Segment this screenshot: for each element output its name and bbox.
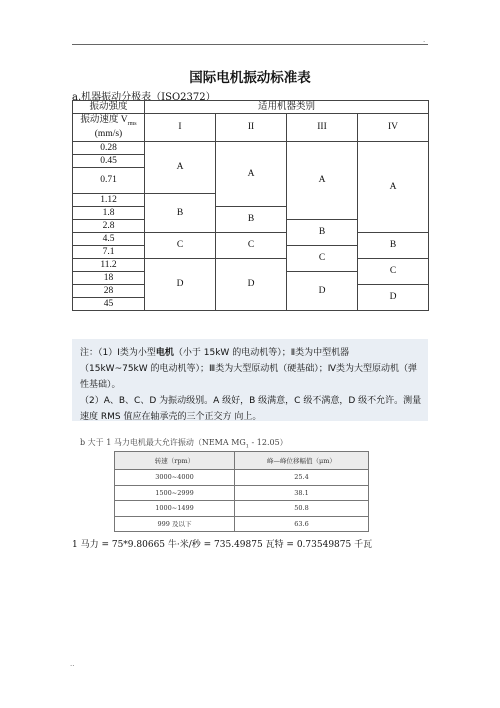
header-rule (72, 44, 428, 45)
page-title: 国际电机振动标准表 (189, 70, 311, 86)
notes-box (72, 339, 428, 421)
note-line-1 (72, 339, 428, 361)
grade-cell: D (216, 259, 287, 311)
caption-text: b 大于 1 马力电机最大允许振动（NEMA MG (80, 438, 246, 447)
velocity-value: 11.2 (73, 259, 145, 272)
caption-tail: - 12.05） (248, 438, 288, 447)
note-text: 注：（1）Ⅰ类为小型 (80, 348, 156, 358)
speed-cell: 3000~4000 (115, 470, 235, 486)
note-line-2: （15kW~75kW 的电动机等）；Ⅲ类为大型原动机（硬基础）；Ⅳ类为大型原动机（弹 (80, 364, 418, 374)
velocity-value: 18 (73, 272, 145, 285)
velocity-value: 7.1 (73, 246, 145, 259)
note-text: （小于 15kW 的电动机等）；Ⅱ类为中型机器 (173, 348, 350, 358)
grade-cell: A (216, 142, 287, 207)
grade-cell: A (358, 142, 429, 233)
velocity-value: 45 (73, 298, 145, 311)
col-speed: 转速（rpm） (115, 452, 235, 470)
header-machine-class: 适用机器类别 (145, 101, 429, 114)
header-intensity: 振动强度 (73, 101, 145, 114)
grade-cell: C (145, 233, 216, 259)
note-line-4: （2）A、B、C、D 为振动级别。A 级好，B 级满意，C 级不满意，D 级不允许。测量 (80, 396, 422, 406)
class-iv: IV (358, 114, 429, 142)
class-ii: II (216, 114, 287, 142)
disp-cell: 25.4 (235, 470, 369, 486)
velocity-value: 1.8 (73, 207, 145, 220)
disp-cell: 63.6 (235, 516, 369, 532)
speed-cell: 1500~2999 (115, 485, 235, 501)
table-row (115, 485, 369, 501)
header-velocity-unit: (mm/s) (94, 129, 123, 140)
velocity-value: 2.8 (73, 220, 145, 233)
grade-cell: B (358, 233, 429, 259)
section-b-caption (80, 437, 288, 450)
velocity-value: 0.28 (73, 142, 145, 155)
velocity-value: 4.5 (73, 233, 145, 246)
table-row (115, 470, 369, 486)
velocity-value: 0.71 (73, 168, 145, 194)
velocity-value: 28 (73, 285, 145, 298)
header-velocity-main: 振动速度 V (80, 114, 128, 125)
page-mark-bottom: .. (70, 660, 75, 668)
table-row (115, 516, 369, 532)
grade-cell: D (287, 272, 358, 311)
col-displacement: 峰—峰位移幅值（μm） (235, 452, 369, 470)
grade-cell: A (287, 142, 358, 220)
grade-cell: D (358, 285, 429, 311)
grade-cell: C (287, 246, 358, 272)
horsepower-conversion: 1 马力 = 75*9.80665 牛·米/秒 = 735.49875 瓦特 = 0.73549875 千瓦 (72, 540, 373, 550)
class-i: I (145, 114, 216, 142)
grade-cell: B (287, 220, 358, 246)
grade-cell: B (145, 194, 216, 233)
header-velocity-sub: rms (127, 120, 137, 127)
disp-cell: 38.1 (235, 485, 369, 501)
header-velocity (73, 114, 145, 142)
table-row (115, 501, 369, 517)
grade-cell: C (216, 233, 287, 259)
speed-cell: 999 及以下 (115, 516, 235, 532)
page-mark-top: . (423, 36, 426, 44)
velocity-value: 0.45 (73, 155, 145, 168)
speed-cell: 1000~1499 (115, 501, 235, 517)
caption-sub: 1 (245, 443, 249, 450)
section-a-caption: a.机器振动分极表（ISO2372） (72, 92, 216, 103)
grade-cell: B (216, 207, 287, 233)
note-line-3: 性基础）。 (80, 380, 121, 390)
grade-cell: C (358, 259, 429, 285)
nema-table (114, 451, 369, 532)
note-line-5: 速度 RMS 值应在轴承壳的三个正交方 向上。 (80, 412, 262, 422)
grade-cell: A (145, 142, 216, 194)
note-bold-term: 电机 (155, 348, 174, 358)
iso2372-table (72, 100, 429, 311)
class-iii: III (287, 114, 358, 142)
velocity-value: 1.12 (73, 194, 145, 207)
grade-cell: D (145, 259, 216, 311)
disp-cell: 50.8 (235, 501, 369, 517)
